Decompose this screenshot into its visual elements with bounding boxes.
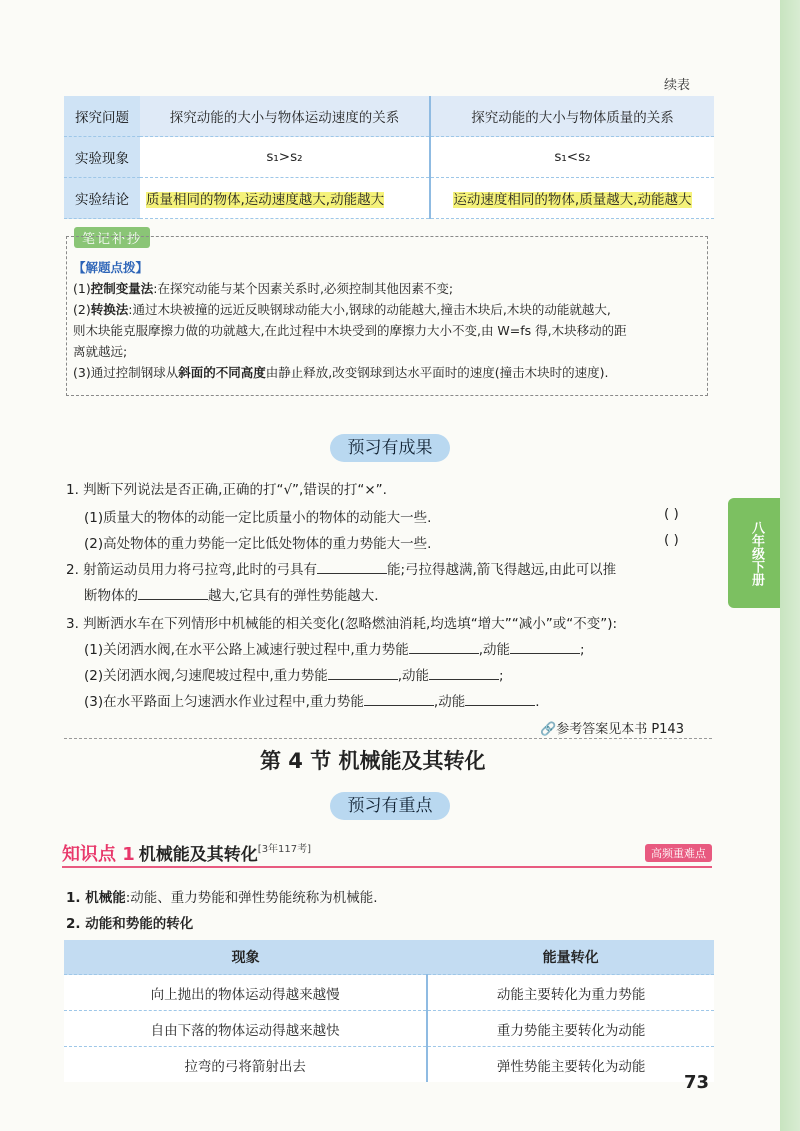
conclusion-2: 运动速度相同的物体,质量越大,动能越大	[453, 192, 692, 208]
note-line: 则木块能克服摩擦力做的功就越大,在此过程中木块受到的摩擦力大小不变,由 W=fs 得,木块移动的距	[73, 323, 627, 338]
note-line: 离就越远;	[73, 344, 128, 359]
blank[interactable]	[317, 573, 387, 574]
answer-bracket[interactable]: ( )	[664, 506, 679, 522]
col-header: 能量转化	[427, 940, 714, 975]
row-label: 实验现象	[64, 137, 140, 178]
row-label: 实验结论	[64, 178, 140, 219]
blank[interactable]	[364, 705, 434, 706]
blank[interactable]	[510, 653, 580, 654]
grade-tab: 八年级下册	[728, 498, 780, 608]
experiment-table	[64, 96, 714, 219]
page-number: 73	[684, 1072, 710, 1093]
answer-reference: 🔗参考答案见本书 P143	[540, 722, 684, 737]
question-3-3: (3)在水平路面上匀速洒水作业过程中,重力势能 ,动能 .	[84, 694, 540, 710]
blank[interactable]	[465, 705, 535, 706]
note-tag: 笔记补抄	[74, 227, 150, 248]
question-3-1: (1)关闭洒水阀,在水平公路上减速行驶过程中,重力势能 ,动能 ;	[84, 642, 585, 658]
note-line: (2)转换法:通过木块被撞的远近反映钢球动能大小,钢球的动能越大,撞击木块后,木块的动能就越大,	[73, 302, 611, 317]
cell: 拉弯的弓将箭射出去	[64, 1047, 427, 1083]
cell: 自由下落的物体运动得越来越快	[64, 1011, 427, 1047]
cell: 重力势能主要转化为动能	[427, 1011, 714, 1047]
divider	[64, 738, 712, 739]
cell: 向上抛出的物体运动得越来越慢	[64, 975, 427, 1011]
col1-title: 探究动能的大小与物体运动速度的关系	[140, 96, 430, 137]
question-2-line2: 断物体的 越大,它具有的弹性势能越大.	[84, 588, 379, 604]
question-3-2: (2)关闭洒水阀,匀速爬坡过程中,重力势能 ,动能 ;	[84, 668, 504, 684]
cell: 弹性势能主要转化为动能	[427, 1047, 714, 1083]
answer-bracket[interactable]: ( )	[664, 532, 679, 548]
point-1: 1. 机械能:动能、重力势能和弹性势能统称为机械能.	[66, 890, 378, 906]
cell: s₁>s₂	[140, 137, 430, 178]
question-1: 1. 判断下列说法是否正确,正确的打“√”,错误的打“×”.	[66, 482, 387, 498]
banner-preview-results: 预习有成果	[330, 434, 450, 462]
blank[interactable]	[328, 679, 398, 680]
link-icon: 🔗	[540, 722, 557, 737]
conclusion-1: 质量相同的物体,运动速度越大,动能越大	[146, 192, 385, 208]
col-header: 现象	[64, 940, 427, 975]
question-2-line1: 2. 射箭运动员用力将弓拉弯,此时的弓具有 能;弓拉得越满,箭飞得越远,由此可以推	[66, 562, 617, 578]
note-line: (3)通过控制钢球从斜面的不同高度由静止释放,改变钢球到达水平面时的速度(撞击木块时的速度).	[73, 365, 609, 380]
note-heading: 【解题点拨】	[73, 260, 149, 275]
question-1-1: (1)质量大的物体的动能一定比质量小的物体的动能大一些.	[84, 510, 432, 526]
energy-table	[64, 940, 714, 1082]
blank[interactable]	[429, 679, 499, 680]
note-box	[66, 236, 708, 396]
cell: 动能主要转化为重力势能	[427, 975, 714, 1011]
cell: s₁<s₂	[430, 137, 714, 178]
page-edge	[780, 0, 800, 1131]
col2-title: 探究动能的大小与物体质量的关系	[430, 96, 714, 137]
blank[interactable]	[409, 653, 479, 654]
continue-label: 续表	[664, 78, 691, 93]
point-2: 2. 动能和势能的转化	[66, 916, 194, 932]
section-title: 第 4 节 机械能及其转化	[260, 749, 486, 773]
header-label: 探究问题	[64, 96, 140, 137]
knowledge-point-header: 知识点 1 机械能及其转化[3年117考] 高频重难点	[62, 840, 712, 868]
note-line: (1)控制变量法:在探究动能与某个因素关系时,必须控制其他因素不变;	[73, 281, 454, 296]
frequency-badge: 高频重难点	[645, 844, 712, 862]
question-3: 3. 判断洒水车在下列情形中机械能的相关变化(忽略燃油消耗,均选填“增大”“减小”或“不变”):	[66, 616, 618, 632]
blank[interactable]	[138, 599, 208, 600]
banner-preview-focus: 预习有重点	[330, 792, 450, 820]
question-1-2: (2)高处物体的重力势能一定比低处物体的重力势能大一些.	[84, 536, 432, 552]
